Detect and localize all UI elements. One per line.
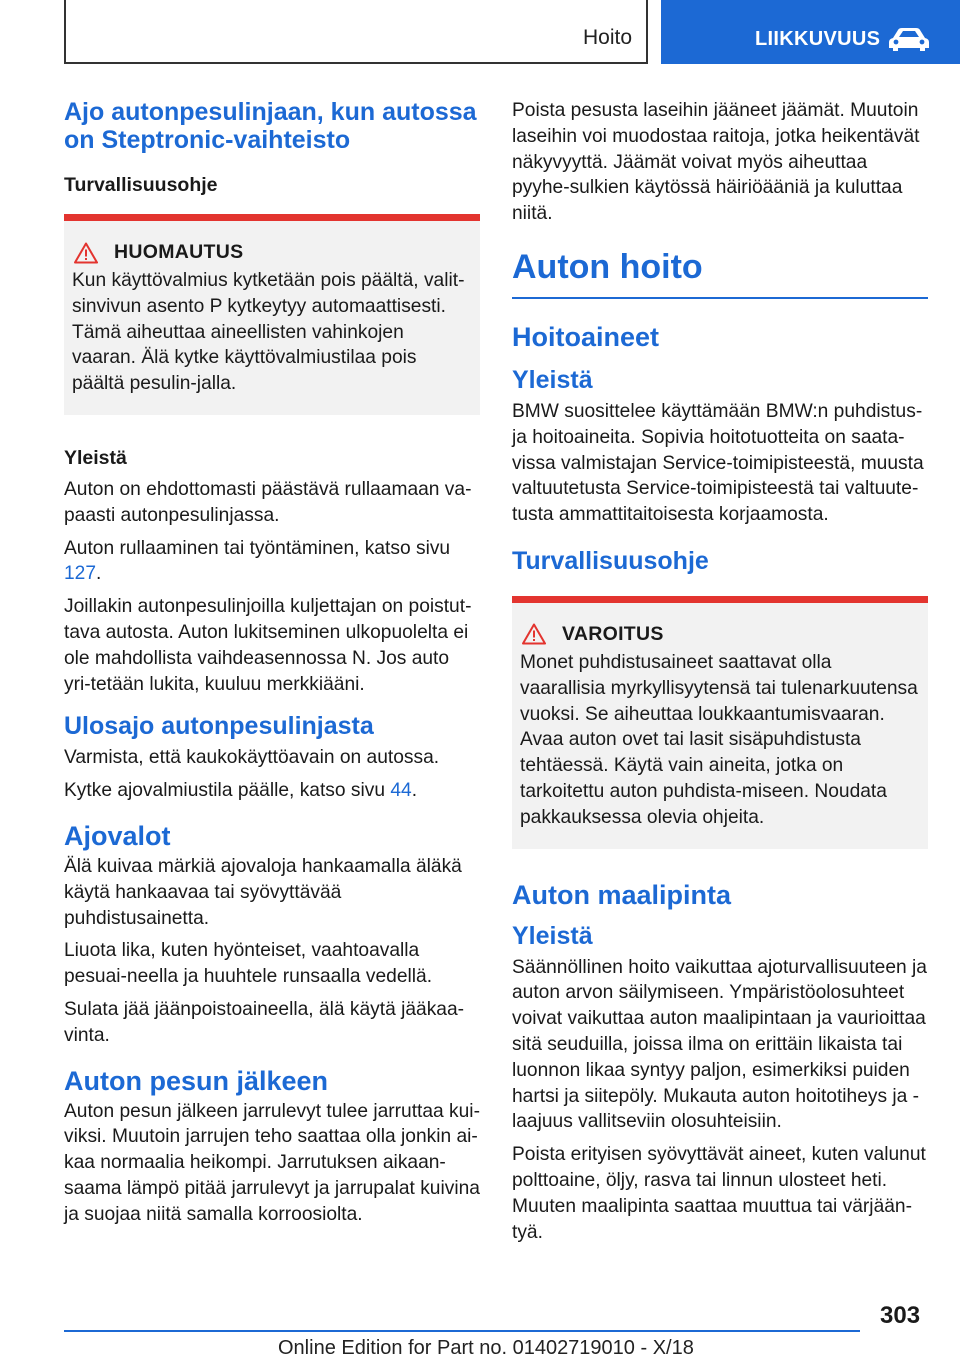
header-chapter-label: LIIKKUVUUS xyxy=(755,28,881,50)
paragraph: Poista pesusta laseihin jääneet jäämät. Muutoin laseihin voi muodostaa raitoja, jotka heikentävät näkyvyyttä. Jäämät voivat myös aiheuttaa pyyhe-sulkien käytössä häiriöääniä ja kuluttaa niitä. xyxy=(512,100,920,225)
header-section-title: Hoito xyxy=(582,26,632,49)
notice-title: HUOMAUTUS xyxy=(114,241,244,263)
paragraph-with-link: Kytke ajovalmiustila päälle, katso sivu 44. xyxy=(64,780,418,802)
heading-general: Yleistä xyxy=(512,921,593,950)
heading-safety: Turvallisuusohje xyxy=(512,546,709,575)
car-icon xyxy=(887,26,931,52)
heading-paintwork: Auton maalipinta xyxy=(512,879,732,910)
section-heading-car-wash-steptronic: Ajo autonpesulinjaan, kun autossa on Steptronic-vaihteisto xyxy=(64,98,477,154)
footer-edition: Online Edition for Part no. 01402719010 - X/18 xyxy=(278,1337,694,1359)
paragraph: Varmista, että kaukokäyttöavain on autossa. xyxy=(64,747,440,769)
paragraph: Säännöllinen hoito vaikuttaa ajoturvallisuuteen ja auton arvon säilymiseen. Ympäristöolosuhteet voivat vaikuttaa auton maalipintaan ja vaurioittaa sitä seuduilla, joissa ilma on erittäin likaista tai luonnon likaa syntyy paljon, esimerkiksi puiden hartsi ja siitepöly. Mukauta auton hoitotiheys ja -laajuus vallitseviin olosuhteisiin. xyxy=(512,956,927,1133)
warning-title: VAROITUS xyxy=(562,622,664,645)
heading-headlights: Ajovalot xyxy=(64,820,171,851)
safety-label: Turvallisuusohje xyxy=(64,174,218,196)
page-link-44[interactable]: 44 xyxy=(390,780,412,802)
notice-text: Kun käyttövalmius kytketään pois päältä, valit-sinvivun asento P kytkeytyy automaattisesti. Tämä aiheuttaa aineellisten vahinkojen vaaran. Älä kytke käyttövalmiustilaa pois päältä pesulin-jalla. xyxy=(72,270,465,395)
warning-box xyxy=(512,596,928,849)
paragraph: Sulata jää jäänpoistoaineella, älä käytä jääkaa-vinta. xyxy=(64,998,465,1046)
paragraph: Poista erityisen syövyttävät aineet, kuten valunut polttoaine, öljy, rasva tai linnun ulosteet heti. Muuten maalipinta saattaa muuttua tai värjään-tyä. xyxy=(512,1144,926,1243)
paragraph: Auton pesun jälkeen jarrulevyt tulee jarruttaa kui-viksi. Muutoin jarrujen teho saattaa olla jonkin ai-kaa normaalia heikompi. Jarrutuksen aikaan-saama lämpö pitää jarrulevyt ja jarrupalat kuivina ja suojaa niitä samalla korroosiolta. xyxy=(64,1100,480,1225)
heading-general: Yleistä xyxy=(512,365,593,394)
paragraph: Liuota lika, kuten hyönteiset, vaahtoavalla pesuai-neella ja huuhtele runsaalla vedellä. xyxy=(64,940,433,988)
notice-box xyxy=(64,214,480,415)
paragraph: Joillakin autonpesulinjoilla kuljettajan on poistut-tava autosta. Auton lukitseminen ulkopuolelta ei ole mahdollista vaihdeasennossa N. Jos auto yri-tetään lukita, kuuluu merkkiääni. xyxy=(64,596,472,695)
paragraph: Auton on ehdottomasti päästävä rullaamaan va-paasti autonpesulinjassa. xyxy=(64,478,472,526)
chapter-heading-car-care: Auton hoito xyxy=(512,247,928,299)
paragraph: Älä kuivaa märkiä ajovaloja hankaamalla äläkä käytä hankaavaa tai syövyttävää puhdistusainetta. xyxy=(64,855,462,929)
heading-exit-car-wash: Ulosajo autonpesulinjasta xyxy=(64,712,374,741)
warning-text: Monet puhdistusaineet saattavat olla vaarallisia myrkyllisyytensä tai tulenarkuutensa vuoksi. Se aiheuttaa loukkaantumisvaaran. Avaa auton ovet tai lasit sisäpuhdistusta tehtäessä. Käytä vain aineita, jotka on tarkoitettu auton puhdista-miseen. Noudata pakkauksessa olevia ohjeita. xyxy=(520,651,918,828)
paragraph-with-link: Auton rullaaminen tai työntäminen, katso sivu 127. xyxy=(64,537,451,585)
right-column xyxy=(512,98,928,1252)
header-section-box xyxy=(64,0,648,64)
paragraph: BMW suosittelee käyttämään BMW:n puhdistus-ja hoitoaineita. Sopivia hoitotuotteita on saata-vissa valmistajan Service-toimipisteestä, muusta valtuutetusta Service-toimipisteestä tai valtuute-tusta ammattitaitoisesta korjaamosta. xyxy=(512,400,924,526)
page-number: 303 xyxy=(880,1302,921,1329)
left-column xyxy=(64,98,480,1235)
heading-care-products: Hoitoaineet xyxy=(512,321,660,352)
page-link-127[interactable]: 127 xyxy=(64,563,97,585)
header-chapter-tab[interactable] xyxy=(661,0,960,64)
heading-after-washing: Auton pesun jälkeen xyxy=(64,1065,329,1096)
footer-divider xyxy=(64,1330,860,1332)
warning-triangle-icon xyxy=(522,623,546,645)
warning-triangle-icon xyxy=(74,242,98,264)
general-label: Yleistä xyxy=(64,446,127,469)
